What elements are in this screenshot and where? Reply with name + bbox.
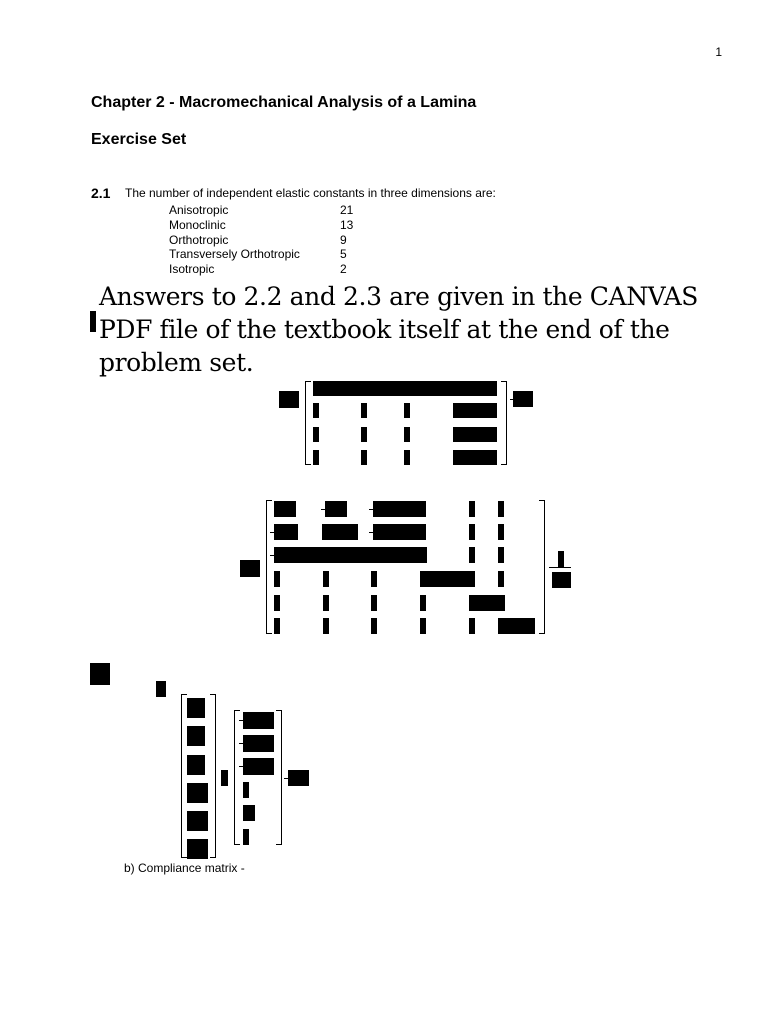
table-row [169,247,353,262]
table-row [169,218,353,233]
material-name: Anisotropic [169,203,229,217]
answer-note: Answers to 2.2 and 2.3 are given in the CANVAS PDF file of the textbook itself at the end of the problem set. [99,282,699,377]
compliance-matrix-caption: b) Compliance matrix - [124,861,245,875]
redaction-mark [90,311,96,332]
material-name: Orthotropic [169,232,229,247]
constant-count: 21 [340,203,354,217]
elastic-constants-table [169,203,353,277]
constant-count: 5 [340,247,347,262]
section-title: Exercise Set [91,131,187,148]
page-number: 1 [715,45,722,59]
table-row [169,262,353,277]
material-name: Isotropic [169,262,215,277]
material-name: Monoclinic [169,217,226,232]
table-row [169,233,353,248]
problem-number: 2.1 [91,185,111,201]
constant-count: 2 [340,262,347,277]
table-row [169,203,353,218]
material-name: Transversely Orthotropic [169,247,300,262]
problem-text: The number of independent elastic constants in three dimensions are: [125,186,496,200]
constant-count: 9 [340,232,347,247]
chapter-title: Chapter 2 - Macromechanical Analysis of a Lamina [91,94,477,111]
constant-count: 13 [340,217,354,232]
